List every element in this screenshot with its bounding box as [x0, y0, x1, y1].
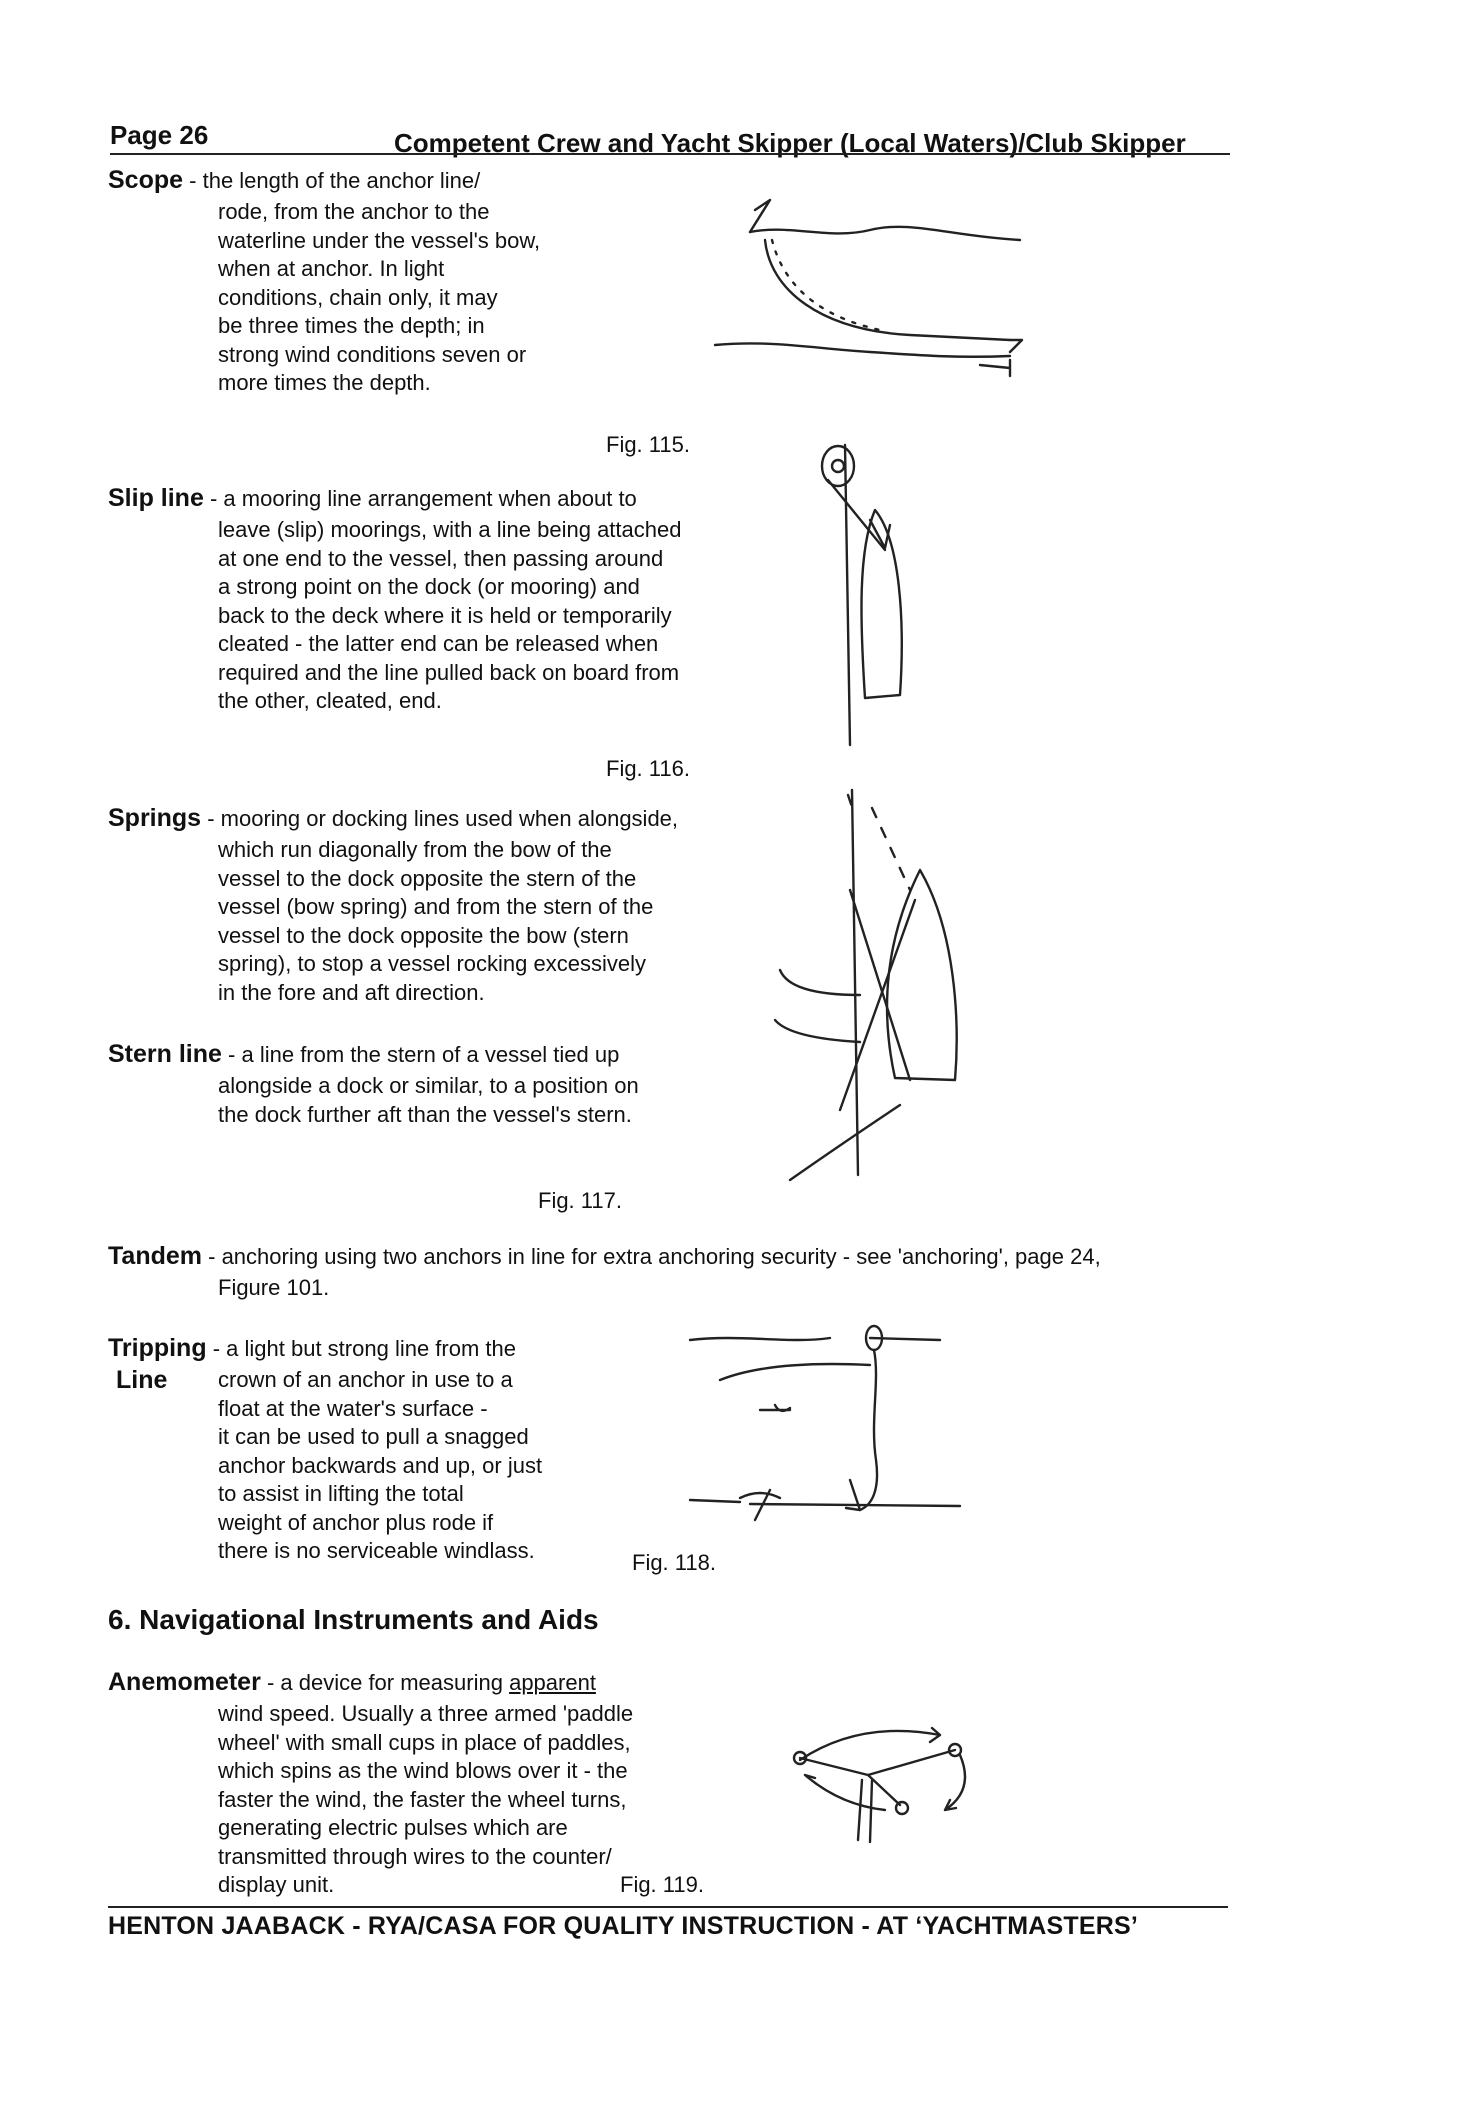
term-slip-line-label: Slip line [108, 484, 204, 512]
figure-118-drawing [680, 1320, 970, 1530]
figure-119-caption: Fig. 119. [620, 1872, 704, 1897]
term-tandem: Tandem - anchoring using two anchors in line for extra anchoring security - see 'anchoring', page 24, [108, 1242, 1101, 1270]
term-scope-first-line: the length of the anchor line/ [202, 168, 481, 193]
page-number: Page 26 [110, 120, 209, 150]
term-slip-line: Slip line - a mooring line arrangement when about to [108, 484, 637, 512]
footer-rule [108, 1906, 1228, 1908]
term-anemometer: Anemometer - a device for measuring apparent [108, 1668, 596, 1696]
definition-stern-line: alongside a dock or similar, to a position on the dock further aft than the vessel's stern. [218, 1073, 639, 1127]
term-springs: Springs - mooring or docking lines used when alongside, [108, 804, 679, 832]
term-tandem-first-line: anchoring using two anchors in line for extra anchoring security - see 'anchoring', page 24, [221, 1244, 1101, 1269]
term-slip-line-first-line: a mooring line arrangement when about to [223, 486, 637, 511]
definition-anemometer: wind speed. Usually a three armed 'paddle wheel' with small cups in place of paddles, which spins as the wind blows over it - the faster the wind, the faster the wheel turns, generating electric pulses which are transmitted through wires to the counter/ display unit. [218, 1701, 634, 1897]
figure-116-drawing [810, 430, 930, 760]
header-rule [110, 153, 1230, 155]
term-tripping-line-second: Line [116, 1366, 168, 1394]
term-tripping-first-line: a light but strong line from the [226, 1336, 516, 1361]
section-heading: 6. Navigational Instruments and Aids [108, 1604, 599, 1635]
term-tandem-label: Tandem [108, 1242, 202, 1270]
term-anemometer-label: Anemometer [108, 1668, 261, 1696]
figure-117-drawing [760, 780, 1000, 1180]
term-scope-label: Scope [108, 166, 184, 194]
definition-tripping-line: crown of an anchor in use to a float at the water's surface - it can be used to pull a snagged anchor backwards and up, or just to assist in lifting the total weight of anchor plus rode if there is no serviceable windlass. [218, 1367, 543, 1563]
term-springs-first-line: mooring or docking lines used when alongside, [220, 806, 679, 831]
figure-115-caption: Fig. 115. [606, 432, 690, 457]
term-anemometer-first-line: a device for measuring [280, 1670, 503, 1695]
definition-scope: rode, from the anchor to the waterline under the vessel's bow, when at anchor. In light conditions, chain only, it may be three times the depth; in strong wind conditions seven or more times the depth. [218, 199, 541, 395]
page-header-title: Competent Crew and Yacht Skipper (Local Waters)/Club Skipper [394, 128, 1186, 158]
term-stern-line-first-line: a line from the stern of a vessel tied up [241, 1042, 620, 1067]
term-tripping-label: Tripping [108, 1334, 207, 1362]
figure-115-drawing [710, 180, 1030, 410]
term-scope: Scope - the length of the anchor line/ [108, 166, 481, 194]
figure-117-caption: Fig. 117. [538, 1188, 622, 1213]
term-stern-line: Stern line - a line from the stern of a vessel tied up [108, 1040, 620, 1068]
figure-116-caption: Fig. 116. [606, 756, 690, 781]
term-tripping-line: Tripping - a light but strong line from the [108, 1334, 516, 1362]
figure-119-drawing [780, 1700, 1000, 1850]
term-springs-label: Springs [108, 804, 202, 832]
definition-slip-line: leave (slip) moorings, with a line being attached at one end to the vessel, then passing around a strong point on the dock (or mooring) and back to the deck where it is held or temporarily cleated - the latter end can be released when required and the line pulled back on board from the other, cleated, end. [218, 517, 682, 713]
definition-tandem: Figure 101. [218, 1275, 330, 1300]
term-anemometer-underlined-word: apparent [509, 1670, 596, 1695]
term-stern-line-label: Stern line [108, 1040, 222, 1068]
definition-springs: which run diagonally from the bow of the vessel to the dock opposite the stern of the vessel (bow spring) and from the stern of the vessel to the dock opposite the bow (stern spring), to stop a vessel rocking excessively in the fore and aft direction. [218, 837, 654, 1005]
page-footer: HENTON JAABACK - RYA/CASA FOR QUALITY INSTRUCTION - AT ‘YACHTMASTERS’ [108, 1912, 1139, 1940]
figure-118-caption: Fig. 118. [632, 1550, 716, 1575]
